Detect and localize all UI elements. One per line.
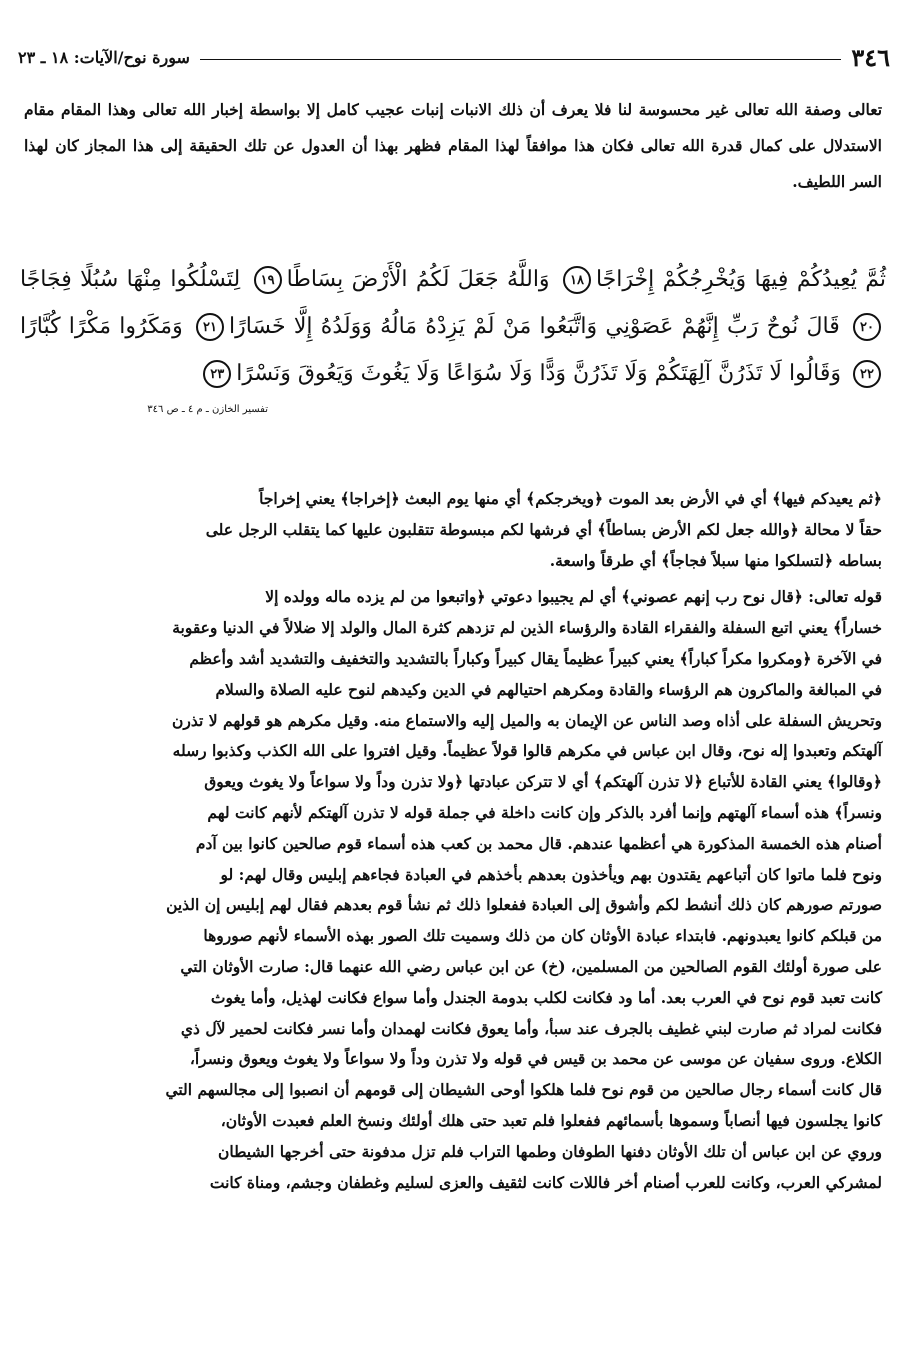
ayah-number-marker: ٢٣ — [203, 360, 231, 388]
text-line: وهذا المقام مقام الاستدلال على كمال قدرة الله تعالى فكان هذا موافقاً لهذا المقام فظهر بهذا أن العدول عن تلك — [24, 100, 882, 155]
text-line: من قبلكم كانوا يعبدونهم. فابتداء عبادة الأوثان كان من ذلك وسميت تلك الصور بهذه الأسماء لأنهم صوروها — [203, 926, 882, 946]
surah-title: سورة نوح/الآيات: ١٨ ـ ٢٣ — [18, 47, 190, 67]
ayah-text: وَقَالُوا لَا تَذَرُنَّ آلِهَتَكُمْ وَلَا تَذَرُنَّ وَدًّا وَلَا سُوَاعًا وَلَا يَغُوثَ وَيَعُوقَ وَنَسْرًا — [236, 361, 841, 386]
text-line: ﴿وقالوا﴾ يعني القادة للأتباع ﴿لا تذرن آلهتكم﴾ أي لا تتركن عبادتها ﴿ولا تذرن وداً ولا سواعاً ولا يغوث ويعوق — [204, 772, 882, 792]
text-line: أصنام هذه الخمسة المذكورة هي أعظمها عندهم. قال محمد بن كعب هذه أسماء قوم صالحين كانوا بين آدم — [195, 833, 882, 853]
text-line: فكانت لمراد ثم صارت لبني غطيف بالجرف عند سبأ، وأما يعوق فكانت لهمدان وأما نسر فكانت لحمير لآل ذي — [180, 1018, 882, 1038]
text-line: تعالى وصفة الله تعالى غير محسوسة لنا فلا يعرف أن ذلك الانبات إنبات عجيب كامل إلا بواسطة إخبار الله تعالى — [142, 100, 883, 119]
ayah-text: قَالَ نُوحٌ رَبِّ إِنَّهُمْ عَصَوْنِي وَاتَّبَعُوا مَنْ لَمْ يَزِدْهُ مَالُهُ وَوَلَدُهُ إِلَّا خَسَارًا — [228, 314, 840, 339]
ayah-text: وَمَكَرُوا مَكْرًا كُبَّارًا — [20, 314, 183, 339]
ayah-number-marker: ١٨ — [563, 266, 591, 294]
ayah-text: لِتَسْلُكُوا مِنْهَا سُبُلًا فِجَاجًا — [20, 267, 241, 292]
text-line: على صورة أولئك القوم الصالحين من المسلمين، (خ) عن ابن عباس رضي الله عنهما قال: صارت الأوثان التي — [180, 956, 882, 976]
text-line: الكلاع. وروى سفيان عن موسى عن محمد بن قيس في قوله ولا تذرن وداً ولا سواعاً ولا يغوث ويعوق ونسراً، — [189, 1049, 882, 1069]
page-number: ٣٤٦ — [851, 42, 890, 72]
text-line: صورتم صورهم كان ذلك أنشط لكم وأشوق إلى العبادة ففعلوا ذلك ثم نشأ قوم بعدهم فقال لهم إبليس إن الذين — [166, 895, 882, 915]
text-line: في الآخرة ﴿ومكروا مكراً كباراً﴾ يعني كبيراً عظيماً يقال كبيراً وكباراً بالتشديد والتخفيف والتشديد أشد وأعظم — [189, 648, 882, 668]
source-reference: تفسير الخازن ـ م ٤ ـ ص ٣٤٦ — [147, 404, 268, 415]
text-line: وروي عن ابن عباس أن تلك الأوثان دفنها الطوفان وطمها التراب فلم تزل مدفونة حتى أخرجها الشيطان — [217, 1141, 882, 1161]
quran-verses — [20, 256, 886, 397]
ayah-number-marker: ١٩ — [254, 266, 282, 294]
commentary — [24, 484, 882, 1198]
commentary-paragraph — [24, 484, 882, 576]
text-line: ونسراً﴾ هذه أسماء آلهتهم وإنما أفرد بالذكر وإن كانت داخلة في جملة قوله لا تذرن آلهتكم لأنهم كانت لهم — [207, 802, 882, 822]
text-line: بساطه ﴿لتسلكوا منها سبلاً فجاجاً﴾ أي طرقاً واسعة. — [549, 550, 882, 570]
text-line: كانوا يجلسون فيها أنصاباً وسموها بأسمائهم ففعلوا فلم تعبد حتى هلك أولئك ونسخ العلم فعبدت الأوثان، — [220, 1110, 882, 1130]
text-line: لمشركي العرب، وكانت للعرب أصنام أخر فاللات كانت لثقيف والعزى لسليم وغطفان وجشم، ومناة كانت — [209, 1172, 882, 1192]
page-header — [18, 40, 890, 74]
text-line: آلهتكم وتعبدوا إله نوح، وقال ابن عباس في مكرهم قالوا قولاً عظيماً. وقيل افتروا على الله الكذب وكذبوا رسله — [172, 741, 882, 761]
text-line: ونوح فلما ماتوا كان أتباعهم يقتدون بهم ويأخذون بعدهم بأخذهم في العبادة فجاءهم إبليس وقال لهم: لو — [220, 864, 882, 884]
commentary-paragraph — [24, 582, 882, 1198]
ayah-text: وَاللَّهُ جَعَلَ لَكُمُ الْأَرْضَ بِسَاطًا — [286, 267, 550, 292]
text-line: ﴿ثم يعيدكم فيها﴾ أي في الأرض بعد الموت ﴿ويخرجكم﴾ أي منها يوم البعث ﴿إخراجا﴾ يعني إخراجاً — [259, 489, 882, 508]
text-line: في المبالغة والماكرون هم الرؤساء والقادة ومكرهم احتيالهم في الدين وكيدهم لنوح عليه الصلاة والسلام — [215, 679, 882, 699]
ayah-number-marker: ٢٢ — [853, 360, 881, 388]
intro-paragraph — [24, 92, 882, 200]
text-line: قال كانت أسماء رجال صالحين من قوم نوح فلما هلكوا أوحى الشيطان إلى قومهم أن انصبوا إلى مجالسهم التي — [165, 1080, 882, 1100]
text-line: خساراً﴾ يعني اتبع السفلة والفقراء القادة والرؤساء الذين لم تزدهم كثرة المال والولد إلا ضلالاً في الدنيا وعقوبة — [172, 618, 882, 638]
text-line: وتحريش السفلة على أذاه وصد الناس عن الإيمان به والميل إليه والاستماع منه. وقيل مكرهم هو قولهم لا تذرن — [172, 710, 882, 730]
text-line: قوله تعالى: ﴿قال نوح رب إنهم عصوني﴾ أي لم يجيبوا دعوتي ﴿واتبعوا من لم يزده ماله وولده إلا — [265, 587, 882, 607]
header-rule — [200, 59, 841, 60]
text-line: الحقيقة إلى هذا المجاز كان لهذا السر اللطيف. — [24, 136, 882, 191]
text-line: حقاً لا محالة ﴿والله جعل لكم الأرض بساطاً﴾ أي فرشها لكم مبسوطة تتقلبون عليها كما يتقلب الرجل على — [205, 519, 882, 539]
ayah-number-marker: ٢٠ — [853, 313, 881, 341]
ayah-text: ثُمَّ يُعِيدُكُمْ فِيهَا وَيُخْرِجُكُمْ إِخْرَاجًا — [595, 267, 887, 292]
text-line: كانت تعبد قوم نوح في العرب بعد. أما ود فكانت لكلب بدومة الجندل وأما سواع فكانت لهذيل، وأما يغوث — [210, 987, 882, 1007]
ayah-number-marker: ٢١ — [196, 313, 224, 341]
